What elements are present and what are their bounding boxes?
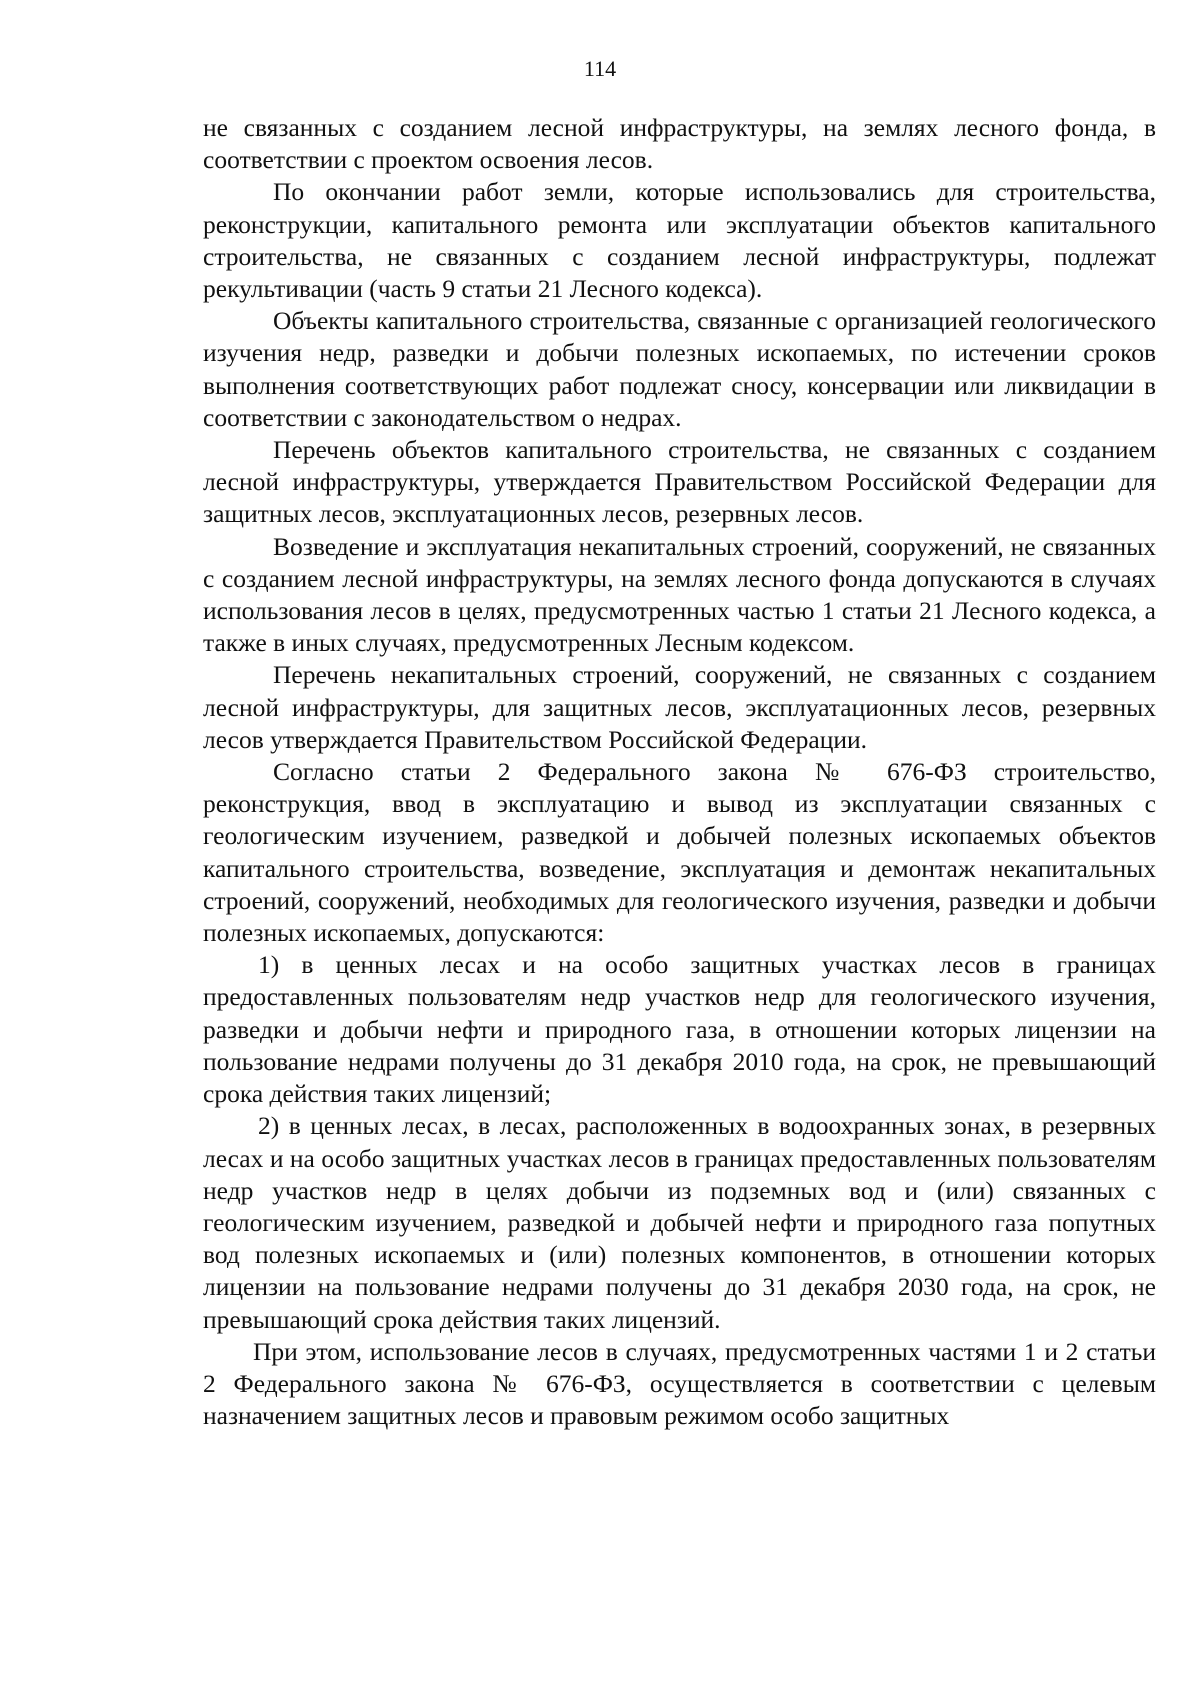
- document-body: [203, 112, 1156, 1432]
- paragraph-forest-use: При этом, использование лесов в случаях, предусмотренных частями 1 и 2 статьи 2 Федерального закона № 676-ФЗ, осуществляется в соответствии с целевым назначением защитных лесов и правовым режимом особо защитных: [203, 1336, 1156, 1431]
- paragraph-federal-law-676: Согласно статьи 2 Федерального закона № 676-ФЗ строительство, реконструкция, ввод в эксплуатацию и вывод из эксплуатации связанных с геологическим изучением, разведкой и добычей полезных ископаемых объектов капитального строительства, возведение, эксплуатация и демонтаж некапитальных строений, сооружений, необходимых для геологического изучения, разведки и добычи полезных ископаемых, допускаются:: [203, 757, 1156, 948]
- list-item-2: 2) в ценных лесах, в лесах, расположенных в водоохранных зонах, в резервных лесах и на особо защитных участках лесов в границах предоставленных пользователям недр участков недр в целях добычи из подземных вод и (или) связанных с геологическим изучением, разведкой и добычей нефти и природного газа попутных вод полезных ископаемых и (или) полезных компонентов, в отношении которых лицензии на пользование недрами получены до 31 декабря 2030 года, на срок, не превышающий срока действия таких лицензий.: [203, 1111, 1156, 1334]
- paragraph-continuation: не связанных с созданием лесной инфраструктуры, на землях лесного фонда, в соответствии с проектом освоения лесов.: [203, 113, 1156, 175]
- page-number: 114: [583, 56, 617, 81]
- paragraph-non-capital-list: Перечень некапитальных строений, сооружений, не связанных с созданием лесной инфраструктуры, для защитных лесов, эксплуатационных лесов, резервных лесов утверждается Правительством Российской Федерации.: [203, 660, 1156, 754]
- paragraph-capital-objects-list: Перечень объектов капитального строительства, не связанных с созданием лесной инфраструктуры, утверждается Правительством Российской Федерации для защитных лесов, эксплуатационных лесов, резервных лесов.: [203, 435, 1156, 529]
- paragraph-geological-objects: Объекты капитального строительства, связанные с организацией геологического изучения недр, разведки и добычи полезных ископаемых, по истечении сроков выполнения соответствующих работ подлежат сносу, консервации или ликвидации в соответствии с законодательством о недрах.: [203, 306, 1156, 432]
- list-item-1: 1) в ценных лесах и на особо защитных участках лесов в границах предоставленных пользователям недр участков недр для геологического изучения, разведки и добычи нефти и природного газа, в отношении которых лицензии на пользование недрами получены до 31 декабря 2010 года, на срок, не превышающий срока действия таких лицензий;: [203, 950, 1156, 1109]
- paragraph-land-reclamation: По окончании работ земли, которые использовались для строительства, реконструкции, капитального ремонта или эксплуатации объектов капитального строительства, не связанных с созданием лесной инфраструктуры, подлежат рекультивации (часть 9 статьи 21 Лесного кодекса).: [203, 177, 1156, 304]
- paragraph-non-capital-construction: Возведение и эксплуатация некапитальных строений, сооружений, не связанных с созданием лесной инфраструктуры, на землях лесного фонда допускаются в случаях использования лесов в целях, предусмотренных частью 1 статьи 21 Лесного кодекса, а также в иных случаях, предусмотренных Лесным кодексом.: [203, 531, 1156, 658]
